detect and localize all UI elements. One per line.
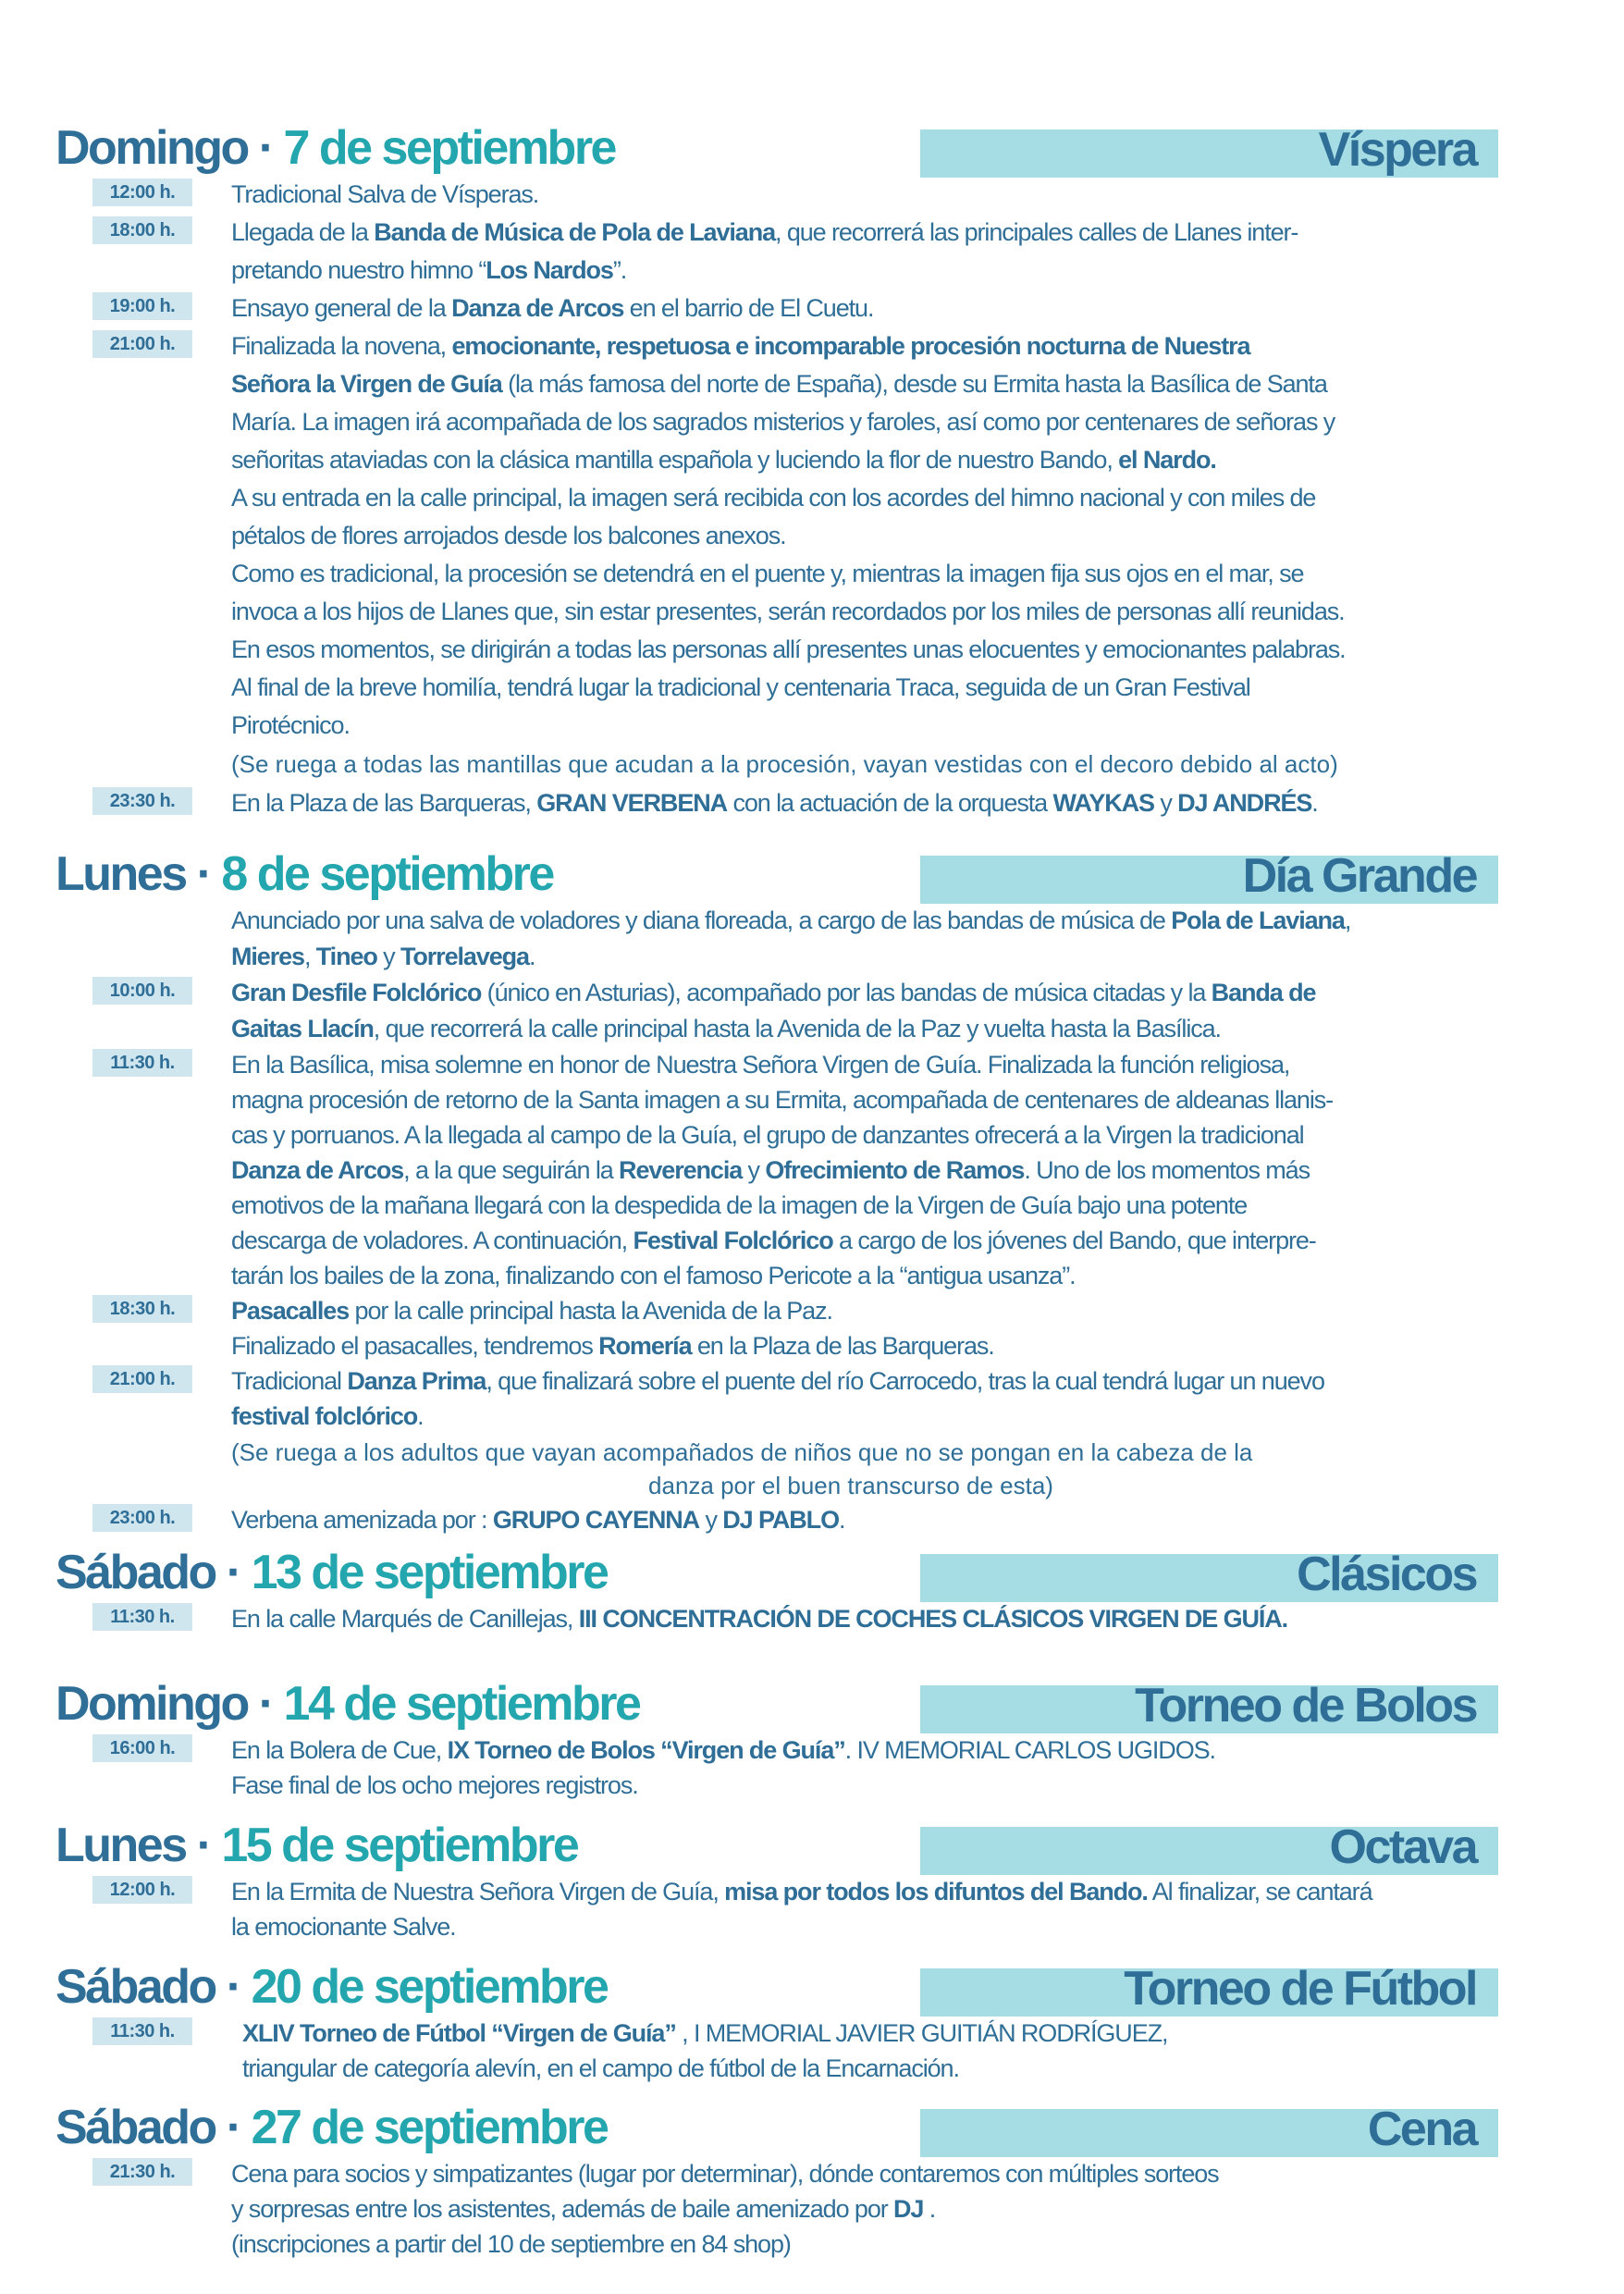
day-date: 13 de septiembre [251, 1546, 608, 1599]
line-text: con la actuación de la orquesta [727, 789, 1053, 817]
day-name: Sábado [55, 1546, 215, 1599]
day-date: 8 de septiembre [221, 847, 553, 901]
day-label: Clásicos [1297, 1548, 1476, 1601]
program-line [231, 517, 1470, 554]
program-line [231, 1116, 1470, 1153]
line-text: Verbena amenizada por : [231, 1506, 493, 1534]
program-line [231, 1327, 1470, 1364]
program-line [231, 365, 1470, 402]
day-separator: · [226, 1960, 240, 2014]
program-line [231, 974, 1470, 1011]
line-text: en la Plaza de las Barqueras. [691, 1332, 994, 1360]
line-text: y sorpresas entre los asistentes, además de baile amenizado por [231, 2195, 894, 2223]
day-name: Sábado [55, 2101, 215, 2154]
line-highlight: Los Nardos [486, 256, 613, 284]
day-date: 7 de septiembre [283, 121, 615, 175]
program-line [242, 2015, 1482, 2052]
program-line [231, 1292, 1470, 1329]
line-text: Al finalizar, se cantará [1147, 1878, 1372, 1906]
program-line [231, 1363, 1470, 1400]
day-date: 15 de septiembre [221, 1819, 578, 1872]
program-line [231, 631, 1470, 668]
line-highlight: el Nardo. [1118, 446, 1216, 474]
line-highlight: Gran Desfile Folclórico [231, 979, 482, 1006]
time-badge: 19:00 h. [92, 292, 192, 320]
program-line [231, 1010, 1470, 1047]
day-title [55, 2100, 607, 2155]
day-label: Cena [1367, 2103, 1476, 2156]
line-highlight: DJ PABLO [722, 1506, 839, 1534]
line-highlight: Banda de Música de Pola de Laviana [374, 218, 776, 246]
line-highlight: GRAN VERBENA [536, 789, 728, 817]
time-badge: 21:00 h. [92, 1365, 192, 1393]
day-label: Torneo de Fútbol [1124, 1962, 1476, 2016]
line-highlight: Banda de [1211, 979, 1316, 1006]
day-date: 27 de septiembre [251, 2101, 608, 2154]
day-label: Víspera [1318, 123, 1476, 177]
line-text: cas y porruanos. A la llegada al campo de la Guía, el grupo de danzantes ofrecerá a la Virgen la tradicional [231, 1121, 1304, 1149]
line-highlight: DJ [893, 2195, 924, 2223]
line-text: magna procesión de retorno de la Santa imagen a su Ermita, acompañada de centenares de aldeanas llanis- [231, 1086, 1334, 1114]
line-highlight: Señora la Virgen de Guía [231, 370, 502, 398]
line-highlight: Pola de Laviana [1171, 906, 1345, 934]
line-text: (inscripciones a partir del 10 de septiembre en 84 shop) [231, 2230, 791, 2258]
time-badge: 18:00 h. [92, 216, 192, 244]
line-text: a cargo de los jóvenes del Bando, que interpre- [832, 1227, 1316, 1254]
time-badge: 10:00 h. [92, 977, 192, 1005]
time-badge: 21:30 h. [92, 2158, 192, 2186]
line-text: Anunciado por una salva de voladores y diana floreada, a cargo de las bandas de música de [231, 906, 1172, 934]
program-line [231, 1873, 1470, 1910]
day-title [55, 846, 553, 902]
program-line [231, 669, 1470, 706]
day-name: Sábado [55, 1960, 215, 2014]
line-highlight: Romería [598, 1332, 692, 1360]
day-title [55, 1959, 607, 2015]
program-line [231, 403, 1470, 440]
line-text: (la más famosa del norte de España), desde su Ermita hasta la Basílica de Santa [501, 370, 1327, 398]
line-text: En la Ermita de Nuestra Señora Virgen de Guía, [231, 1878, 725, 1906]
program-line [231, 2190, 1470, 2227]
day-title [55, 1676, 639, 1732]
time-badge: 21:00 h. [92, 330, 192, 358]
line-text: Como es tradicional, la procesión se detendrá en el puente y, mientras la imagen fija sus ojos en el mar, se [231, 560, 1304, 587]
line-highlight: Gaitas Llacín [231, 1015, 374, 1042]
day-date: 14 de septiembre [283, 1677, 640, 1731]
program-note [231, 1434, 1470, 1471]
day-title [55, 1818, 577, 1873]
line-text: señoritas ataviadas con la clásica mantilla española y luciendo la flor de nuestro Bando, [231, 446, 1119, 474]
line-text: danza por el buen transcurso de esta) [648, 1472, 1053, 1499]
program-note [231, 1467, 1470, 1504]
line-text: y [1153, 789, 1178, 817]
line-highlight: IX Torneo de Bolos “Virgen de Guía” [447, 1736, 845, 1764]
line-text: triangular de categoría alevín, en el campo de fútbol de la Encarnación. [242, 2054, 959, 2082]
line-highlight: Danza de Arcos [231, 1156, 404, 1184]
time-badge: 11:30 h. [92, 1603, 192, 1631]
time-badge: 12:00 h. [92, 179, 192, 206]
day-header [0, 2100, 1624, 2155]
line-highlight: Danza de Arcos [451, 294, 624, 322]
line-text: , I MEMORIAL JAVIER GUITIÁN RODRÍGUEZ, [675, 2019, 1168, 2047]
day-title [55, 1545, 607, 1600]
line-text: y [376, 943, 400, 970]
line-highlight: Festival Folclórico [633, 1227, 833, 1254]
program-line [231, 290, 1470, 327]
time-badge: 16:00 h. [92, 1734, 192, 1762]
program-line [231, 252, 1470, 289]
line-text: tarán los bailes de la zona, finalizando con el famoso Pericote a la “antigua usanza”. [231, 1262, 1076, 1289]
line-text: En la Plaza de las Barqueras, [231, 789, 537, 817]
line-text: en el barrio de El Cuetu. [623, 294, 874, 322]
line-text: A su entrada en la calle principal, la imagen será recibida con los acordes del himno nacional y con miles de [231, 484, 1316, 512]
line-highlight: WAYKAS [1052, 789, 1154, 817]
day-header [0, 1676, 1624, 1732]
program-line [231, 2155, 1470, 2192]
day-name: Domingo [55, 121, 248, 175]
line-text: Ensayo general de la [231, 294, 452, 322]
day-header [0, 120, 1624, 176]
day-separator: · [258, 121, 273, 175]
line-text: Finalizada la novena, [231, 332, 452, 360]
line-highlight: Reverencia [619, 1156, 743, 1184]
line-text: la emocionante Salve. [231, 1913, 456, 1941]
line-text: . [838, 1506, 845, 1534]
line-text: María. La imagen irá acompañada de los sagrados misterios y faroles, así como por centenares de señoras y [231, 408, 1335, 436]
time-badge: 23:30 h. [92, 787, 192, 815]
program-line [231, 784, 1470, 821]
line-text: (Se ruega a los adultos que vayan acompañados de niños que no se pongan en la cabeza de la [231, 1438, 1253, 1466]
program-line [231, 214, 1470, 251]
line-text: . IV MEMORIAL CARLOS UGIDOS. [844, 1736, 1215, 1764]
line-text: (Se ruega a todas las mantillas que acudan a la procesión, vayan vestidas con el decoro debido al acto) [231, 750, 1338, 778]
program-line [231, 938, 1470, 975]
day-separator: · [226, 1546, 240, 1599]
day-header [0, 846, 1624, 902]
line-highlight: GRUPO CAYENNA [492, 1506, 700, 1534]
day-name: Lunes [55, 847, 186, 901]
line-highlight: Mieres [231, 943, 304, 970]
line-highlight: Ofrecimiento de Ramos [765, 1156, 1025, 1184]
program-line [231, 1600, 1470, 1637]
day-label: Torneo de Bolos [1135, 1679, 1476, 1733]
program-line [231, 176, 1470, 213]
line-text: Tradicional Salva de Vísperas. [231, 180, 539, 208]
day-label: Octava [1329, 1820, 1476, 1874]
day-name: Lunes [55, 1819, 186, 1872]
line-text: En la Basílica, misa solemne en honor de Nuestra Señora Virgen de Guía. Finalizada la función religiosa, [231, 1051, 1290, 1079]
program-line [231, 1398, 1470, 1435]
program-line [231, 1732, 1470, 1769]
line-text: En la Bolera de Cue, [231, 1736, 448, 1764]
line-highlight: Pasacalles [231, 1297, 350, 1325]
program-line [231, 2226, 1470, 2263]
line-text: . [923, 2195, 936, 2223]
program-line [231, 1257, 1470, 1294]
line-text: Tradicional [231, 1367, 348, 1395]
line-text: Pirotécnico. [231, 711, 350, 739]
line-text: y [699, 1506, 723, 1534]
line-text: pretando nuestro himno “ [231, 256, 486, 284]
day-separator: · [196, 847, 211, 901]
line-text: , que recorrerá la calle principal hasta la Avenida de la Paz y vuelta hasta la Basílica. [373, 1015, 1221, 1042]
program-line [242, 2050, 1482, 2087]
program-line [231, 902, 1470, 939]
line-text: invoca a los hijos de Llanes que, sin estar presentes, serán recordados por los miles de personas allí reunidas. [231, 598, 1345, 625]
line-highlight: Tineo [315, 943, 377, 970]
day-header [0, 1818, 1624, 1873]
line-text: . Uno de los momentos más [1024, 1156, 1310, 1184]
line-text: , a la que seguirán la [403, 1156, 620, 1184]
line-text: Finalizado el pasacalles, tendremos [231, 1332, 599, 1360]
line-text: , que recorrerá las principales calles de Llanes inter- [775, 218, 1298, 246]
day-header [0, 1959, 1624, 2015]
program-line [231, 441, 1470, 478]
time-badge: 11:30 h. [92, 1049, 192, 1077]
time-badge: 18:30 h. [92, 1295, 192, 1323]
program-line [231, 1081, 1470, 1118]
time-badge: 11:30 h. [92, 2017, 192, 2045]
day-name: Domingo [55, 1677, 248, 1731]
day-separator: · [196, 1819, 211, 1872]
program-line [231, 1501, 1470, 1538]
line-highlight: XLIV Torneo de Fútbol “Virgen de Guía” [242, 2019, 676, 2047]
line-text: descarga de voladores. A continuación, [231, 1227, 634, 1254]
line-highlight: DJ ANDRÉS [1177, 789, 1312, 817]
line-text: , que finalizará sobre el puente del río Carrocedo, tras la cual tendrá lugar un nuevo [486, 1367, 1324, 1395]
line-highlight: Danza Prima [347, 1367, 486, 1395]
time-badge: 23:00 h. [92, 1504, 192, 1532]
line-text: emotivos de la mañana llegará con la despedida de la imagen de la Virgen de Guía bajo una potente [231, 1191, 1248, 1219]
program-line [231, 1187, 1470, 1224]
program-line [231, 327, 1470, 364]
day-separator: · [226, 2101, 240, 2154]
program-note [231, 746, 1470, 783]
line-text: ”. [612, 256, 627, 284]
line-text: . [417, 1402, 424, 1430]
line-text: (único en Asturias), acompañado por las bandas de música citadas y la [481, 979, 1212, 1006]
time-badge: 12:00 h. [92, 1876, 192, 1904]
program-line [231, 479, 1470, 516]
line-text: por la calle principal hasta la Avenida de la Paz. [349, 1297, 832, 1325]
day-header [0, 1545, 1624, 1600]
line-text: Fase final de los ocho mejores registros. [231, 1771, 638, 1799]
day-separator: · [258, 1677, 273, 1731]
program-line [231, 1152, 1470, 1189]
line-highlight: Torrelavega [400, 943, 529, 970]
line-text: , [303, 943, 316, 970]
program-line [231, 593, 1470, 630]
line-highlight: misa por todos los difuntos del Bando. [724, 1878, 1148, 1906]
program-line [231, 555, 1470, 592]
line-text: Al final de la breve homilía, tendrá lugar la tradicional y centenaria Traca, seguida de un Gran Festival [231, 673, 1250, 701]
line-text: pétalos de flores arrojados desde los balcones anexos. [231, 522, 786, 549]
line-highlight: festival folclórico [231, 1402, 418, 1430]
day-title [55, 120, 615, 176]
day-label: Día Grande [1242, 849, 1476, 903]
line-highlight: III CONCENTRACIÓN DE COCHES CLÁSICOS VIRGEN DE GUÍA. [578, 1605, 1288, 1633]
program-line [231, 1908, 1470, 1945]
line-text: . [1311, 789, 1318, 817]
line-text: Llegada de la [231, 218, 375, 246]
line-text: En esos momentos, se dirigirán a todas las personas allí presentes unas elocuentes y emocionantes palabras. [231, 635, 1346, 663]
program-line [231, 1222, 1470, 1259]
line-text: y [742, 1156, 766, 1184]
line-text: , [1344, 906, 1351, 934]
line-highlight: emocionante, respetuosa e incomparable procesión nocturna de Nuestra [451, 332, 1250, 360]
day-date: 20 de septiembre [251, 1960, 608, 2014]
program-line [231, 1767, 1470, 1804]
line-text: . [528, 943, 535, 970]
program-line [231, 707, 1470, 744]
line-text: Cena para socios y simpatizantes (lugar por determinar), dónde contaremos con múltiples sorteos [231, 2160, 1219, 2188]
line-text: En la calle Marqués de Canillejas, [231, 1605, 579, 1633]
program-line [231, 1046, 1470, 1083]
